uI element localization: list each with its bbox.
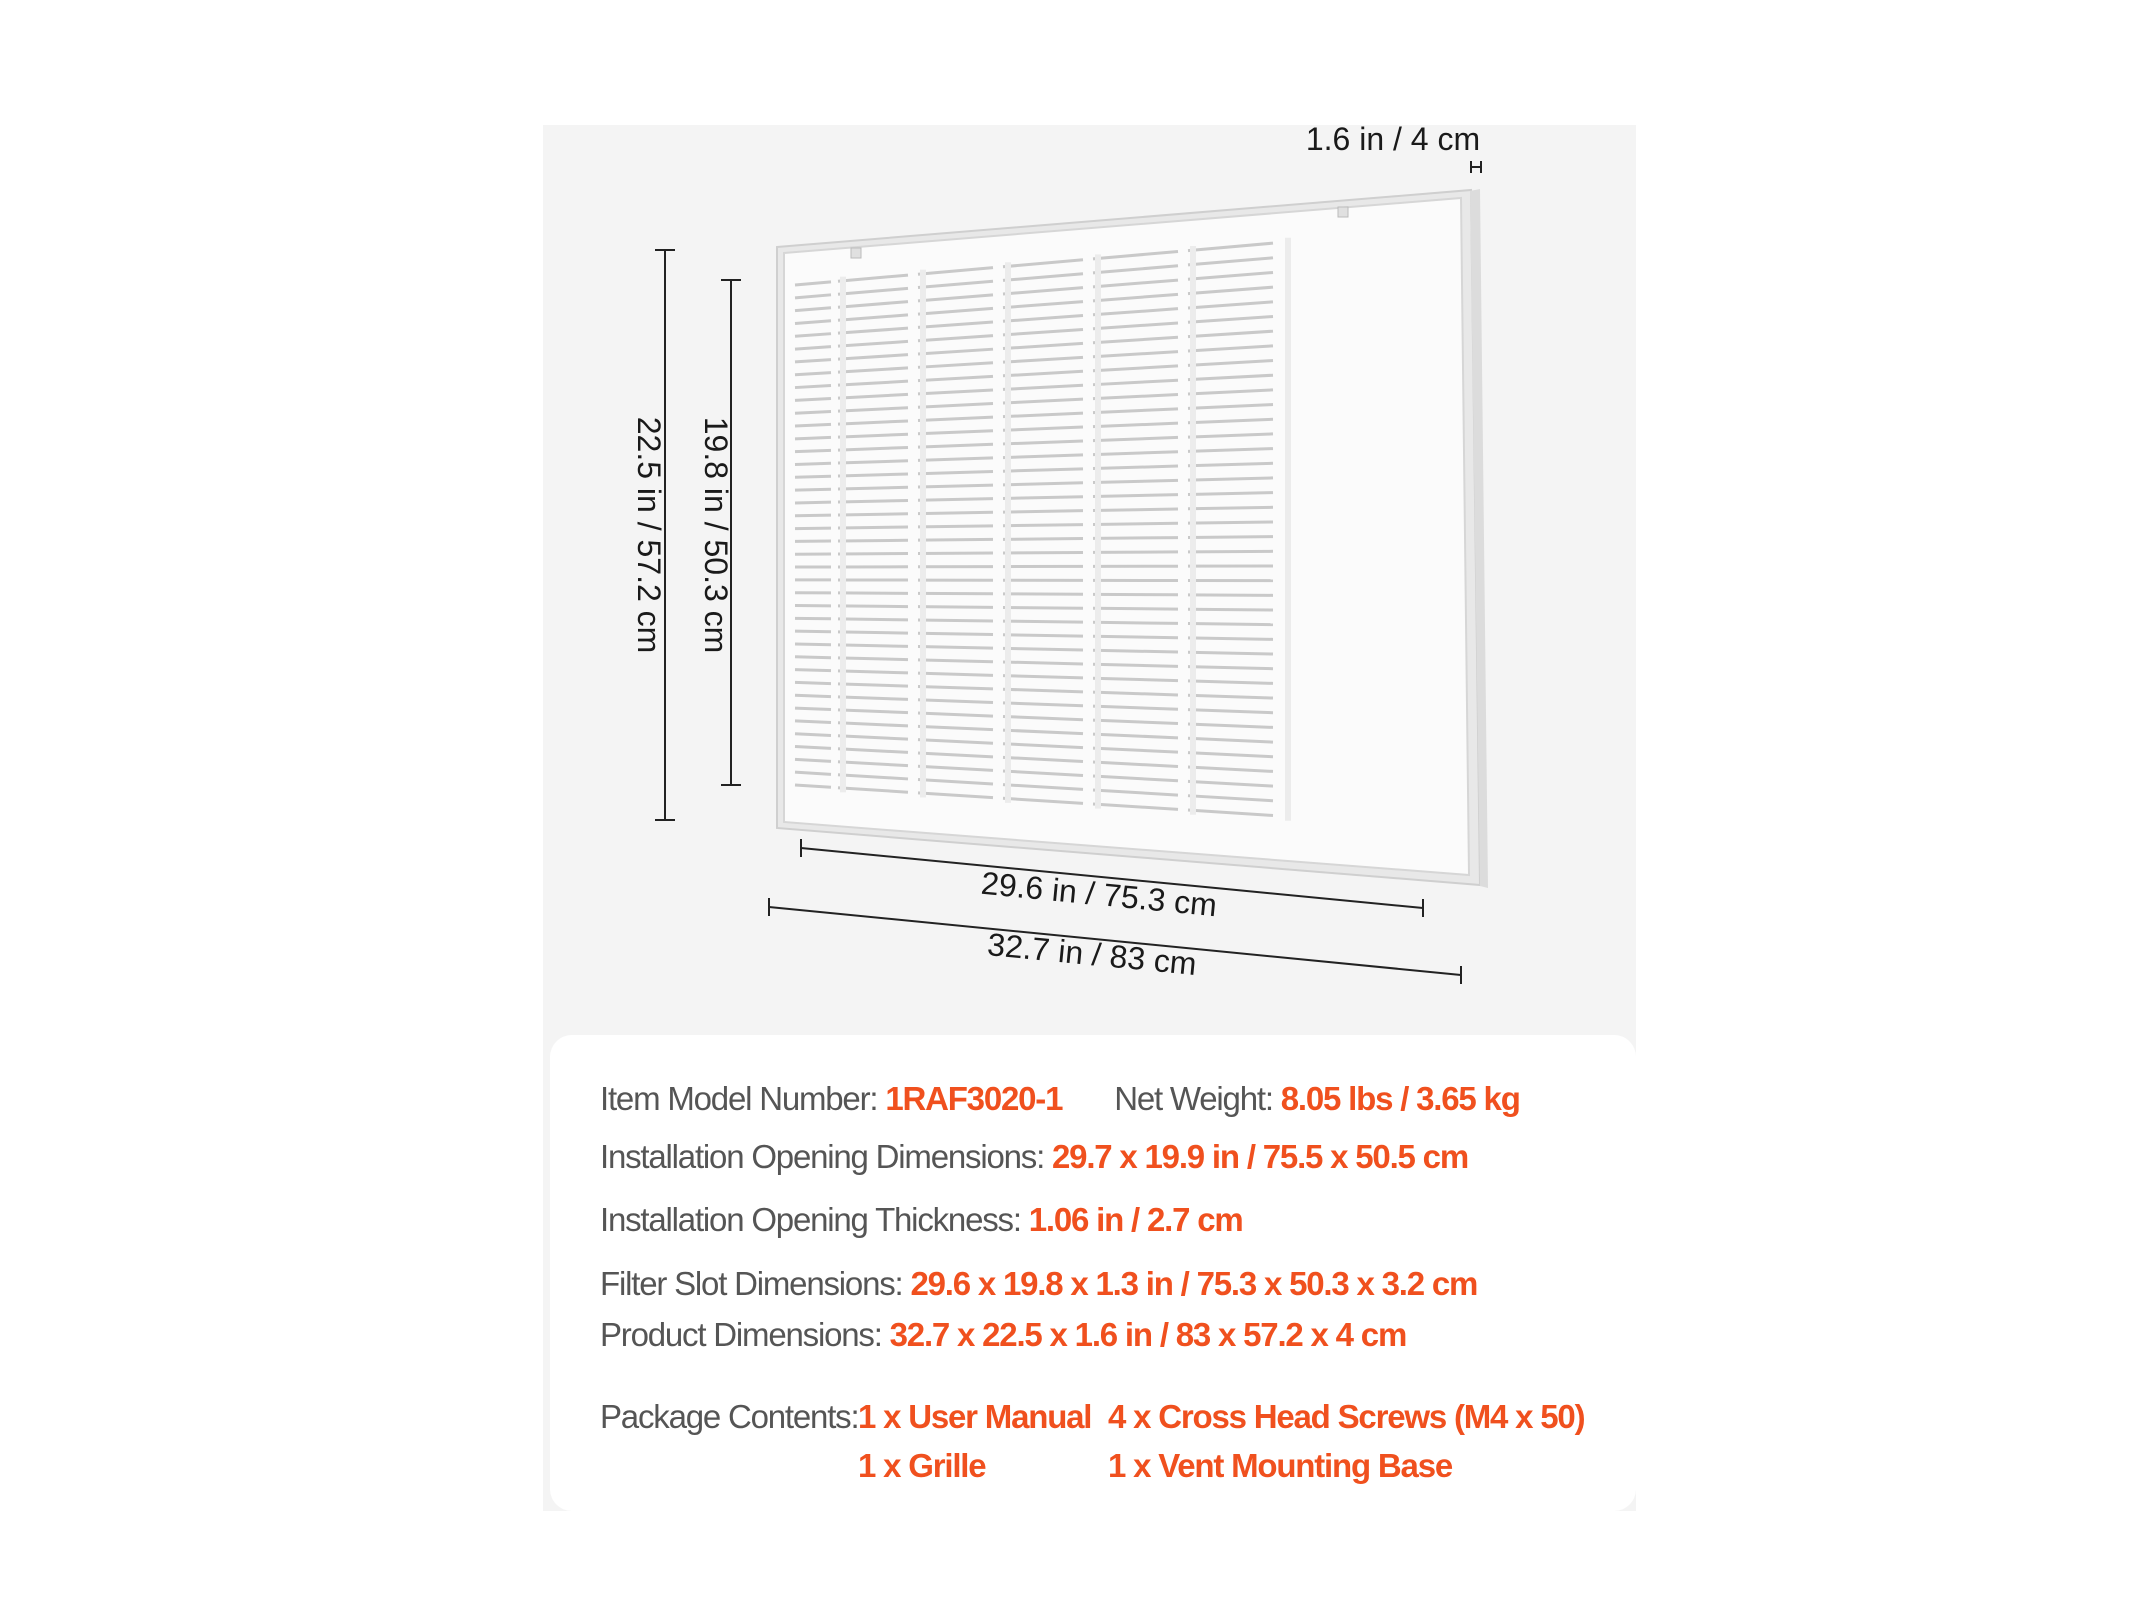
opening-thickness-label: Installation Opening Thickness:: [600, 1201, 1021, 1238]
louver-slat: [838, 645, 908, 646]
opening-dimensions-label: Installation Opening Dimensions:: [600, 1138, 1045, 1175]
louver-slat: [1093, 495, 1178, 497]
louver-slat: [838, 619, 908, 620]
package-item: 4 x Cross Head Screws (M4 x 50): [1108, 1398, 1585, 1435]
louver-slat: [1188, 652, 1273, 654]
louver-slat: [1093, 636, 1178, 637]
louver-slat: [795, 502, 831, 503]
louver-slat: [918, 647, 993, 649]
net-weight-label: Net Weight:: [1114, 1080, 1273, 1117]
louver-slat: [1188, 624, 1273, 625]
louver-slat: [1093, 608, 1178, 609]
louver-slat: [795, 476, 831, 477]
louver-slat: [795, 708, 831, 709]
louver-slat: [1093, 622, 1178, 623]
louver-slat: [838, 527, 908, 528]
spec-line-model-weight: [600, 1080, 1520, 1118]
spec-line-product-dimensions: [600, 1316, 1406, 1354]
product-dimensions-value: 32.7 x 22.5 x 1.6 in / 83 x 57.2 x 4 cm: [889, 1316, 1407, 1353]
louver-slat: [838, 632, 908, 633]
louver-slat: [1003, 648, 1083, 650]
louver-slat: [1188, 522, 1273, 523]
louver-slat: [1188, 507, 1273, 509]
louver-slat: [1093, 552, 1178, 553]
louver-slat: [1003, 525, 1083, 526]
spec-line-opening-thickness: [600, 1201, 1243, 1239]
louver-slat: [795, 411, 831, 413]
louver-slat: [918, 485, 993, 487]
package-item: 1 x Grille: [858, 1447, 986, 1484]
spec-line-opening-dimensions: [600, 1138, 1468, 1176]
louver-slat: [795, 682, 831, 683]
louver-slat: [838, 487, 908, 489]
louver-slat: [1003, 662, 1083, 664]
depth-dimension-line: [1471, 161, 1481, 173]
louver-slat: [1003, 511, 1083, 512]
louver-slat: [838, 606, 908, 607]
inner-width-label: 29.6 in / 75.3 cm: [979, 864, 1219, 924]
louver-slat: [795, 489, 831, 490]
louver-slat: [795, 631, 831, 632]
vent-grille-image: [777, 189, 1488, 888]
louver-slat: [918, 620, 993, 621]
louver-slat: [795, 463, 831, 464]
louver-slat: [795, 657, 831, 658]
louver-slat: [795, 424, 831, 426]
louver-slat: [918, 660, 993, 662]
louver-slat: [1188, 667, 1273, 669]
louver-slat: [795, 515, 831, 516]
louver-slat: [1003, 635, 1083, 636]
spec-line-filter-slot: [600, 1265, 1477, 1303]
louver-slat: [1093, 650, 1178, 652]
louver-slat: [838, 514, 908, 515]
louver-slat: [1188, 551, 1273, 552]
model-number-label: Item Model Number:: [600, 1080, 878, 1117]
louver-slat: [795, 695, 831, 696]
opening-dimensions-value: 29.7 x 19.9 in / 75.5 x 50.5 cm: [1052, 1138, 1468, 1175]
package-contents-label: Package Contents:: [600, 1398, 859, 1435]
net-weight-value: 8.05 lbs / 3.65 kg: [1280, 1080, 1520, 1117]
louver-slat: [918, 526, 993, 527]
grille-dimension-diagram: [543, 125, 1636, 1125]
depth-label: 1.6 in / 4 cm: [1305, 125, 1481, 157]
louver-slat: [1093, 509, 1178, 511]
louver-slat: [795, 747, 831, 749]
package-item: 1 x Vent Mounting Base: [1108, 1447, 1452, 1484]
louver-slat: [1093, 538, 1178, 539]
louver-slat: [795, 670, 831, 671]
louver-slat: [1003, 497, 1083, 499]
inner-height-label: 19.8 in / 50.3 cm: [698, 416, 734, 654]
filter-slot-value: 29.6 x 19.8 x 1.3 in / 75.3 x 50.3 x 3.2 cm: [910, 1265, 1478, 1302]
louver-slat: [918, 539, 993, 540]
louver-slat: [838, 540, 908, 541]
louver-slat: [795, 759, 831, 761]
louver-slat: [1003, 607, 1083, 608]
louver-slat: [838, 474, 908, 476]
louver-slat: [1188, 537, 1273, 538]
louver-slat: [795, 734, 831, 736]
filter-slot-label: Filter Slot Dimensions:: [600, 1265, 903, 1302]
louver-slat: [918, 512, 993, 513]
model-number-value: 1RAF3020-1: [885, 1080, 1063, 1117]
product-dimensions-label: Product Dimensions:: [600, 1316, 882, 1353]
louver-slat: [1093, 664, 1178, 666]
louver-slat: [918, 499, 993, 501]
louver-slat: [795, 721, 831, 723]
outer-height-label: 22.5 in / 57.2 cm: [631, 416, 667, 654]
louver-slat: [918, 607, 993, 608]
louver-slat: [1188, 609, 1273, 610]
louver-slat: [918, 633, 993, 634]
outer-width-label: 32.7 in / 83 cm: [985, 926, 1199, 983]
louver-slat: [1003, 539, 1083, 540]
louver-slat: [795, 437, 831, 438]
package-item: 1 x User Manual: [858, 1398, 1092, 1435]
louver-slat: [1003, 483, 1083, 485]
opening-thickness-value: 1.06 in / 2.7 cm: [1028, 1201, 1243, 1238]
specifications-panel: [550, 1035, 1636, 1511]
louver-slat: [795, 398, 831, 400]
louver-slat: [838, 658, 908, 660]
louver-slat: [838, 501, 908, 503]
louver-slat: [1093, 523, 1178, 524]
louver-slat: [1188, 638, 1273, 639]
louver-slat: [795, 450, 831, 451]
louver-slat: [795, 644, 831, 645]
louver-slat: [838, 671, 908, 673]
louver-slat: [795, 386, 831, 388]
louver-slat: [1188, 493, 1273, 495]
louver-slat: [1003, 621, 1083, 622]
